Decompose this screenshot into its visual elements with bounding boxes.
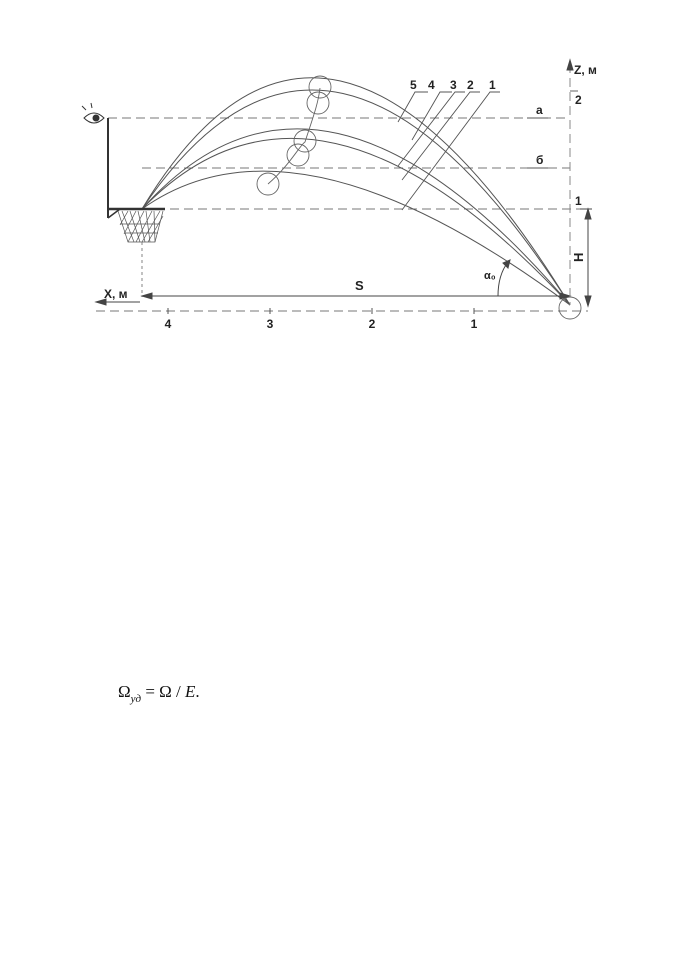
- level-label-a: а: [536, 103, 543, 117]
- curve-label-5: 5: [410, 78, 417, 92]
- distance-dimension: [142, 293, 570, 299]
- z-axis-label: Z, м: [574, 63, 597, 77]
- x-tick-1: 1: [470, 317, 478, 331]
- x-axis-label: X, м: [104, 287, 128, 301]
- formula-rest: = Ω /: [141, 682, 186, 701]
- x-tick-2: 2: [368, 317, 376, 331]
- curve-label-2: 2: [467, 78, 474, 92]
- angle-label: α₀: [484, 270, 496, 282]
- leader-lines: [398, 92, 548, 210]
- formula-omega: Ω: [118, 682, 131, 701]
- specific-omega-formula: [118, 682, 200, 705]
- x-tick-4: 4: [164, 317, 172, 331]
- distance-label: S: [355, 278, 364, 293]
- leader-1: [402, 92, 500, 210]
- z-tick-2: 2: [575, 93, 582, 107]
- eye-icon: [82, 103, 104, 123]
- reference-lines: [108, 118, 588, 209]
- ball-apex-2: [287, 144, 309, 166]
- curve-label-3: 3: [450, 78, 457, 92]
- leader-4: [412, 92, 452, 140]
- curve-label-1: 1: [489, 78, 496, 92]
- z-tick-1: 1: [575, 194, 582, 208]
- x-tick-3: 3: [266, 317, 274, 331]
- basketball-trajectory-diagram: [0, 0, 678, 340]
- balls: [257, 76, 581, 319]
- ball-apex-4: [307, 92, 329, 114]
- rim-bracket: [108, 209, 120, 218]
- trajectory-5: [142, 78, 570, 305]
- basket: [108, 118, 165, 242]
- trajectories: [142, 78, 570, 305]
- height-label: H: [571, 252, 586, 262]
- formula-variable: E: [185, 682, 196, 701]
- net: [118, 211, 163, 242]
- formula-end: .: [195, 682, 200, 701]
- leader-5: [398, 92, 428, 122]
- apex-curve: [268, 88, 320, 184]
- trajectory-4: [142, 90, 570, 305]
- level-label-b: б: [536, 153, 544, 167]
- ball-apex-5: [309, 76, 331, 98]
- formula-subscript: уд: [130, 693, 142, 705]
- curve-label-4: 4: [428, 78, 435, 92]
- angle-arc: [498, 260, 510, 296]
- leader-3: [398, 92, 465, 166]
- ball-release: [559, 297, 581, 319]
